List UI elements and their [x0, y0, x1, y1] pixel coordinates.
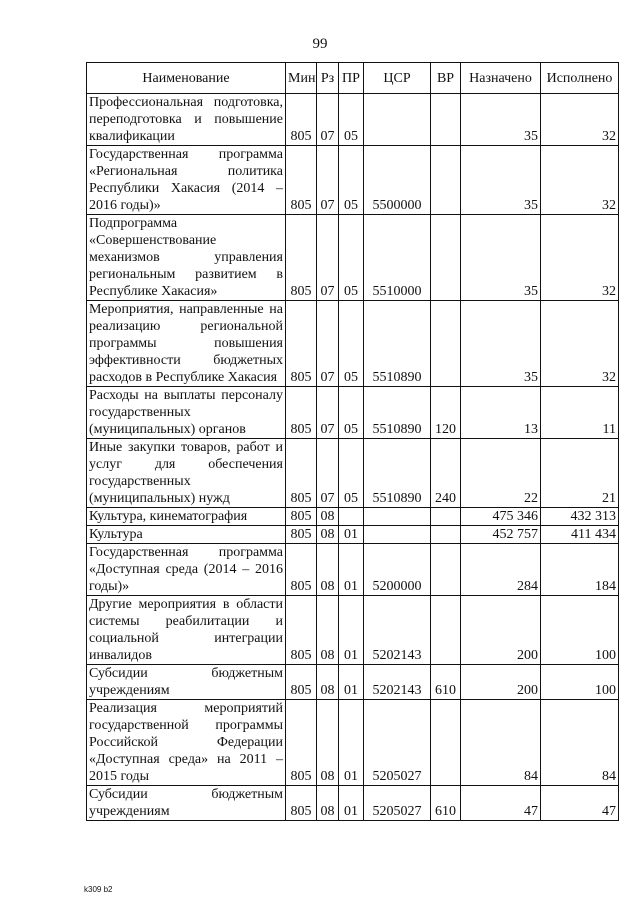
cell-min: 805 [286, 215, 317, 301]
cell-min: 805 [286, 146, 317, 215]
cell-pr: 05 [339, 439, 364, 508]
cell-name: Культура, кинематография [87, 508, 286, 526]
cell-name: Мероприятия, направленные на реализацию региональной программы повышения эффективности бюджетных расходов в Республике Хакасия [87, 301, 286, 387]
cell-assigned: 475 346 [461, 508, 541, 526]
header-min: Мин [286, 63, 317, 94]
header-executed: Исполнено [541, 63, 619, 94]
cell-rz: 08 [317, 786, 339, 821]
table-row [87, 94, 619, 146]
cell-csr [364, 508, 431, 526]
cell-csr [364, 526, 431, 544]
cell-name: Реализация мероприятий государственной программы Российской Федерации «Доступная среда» на 2011 – 2015 годы [87, 700, 286, 786]
cell-assigned: 200 [461, 596, 541, 665]
table-row [87, 439, 619, 508]
cell-csr: 5510890 [364, 439, 431, 508]
cell-executed: 184 [541, 544, 619, 596]
cell-pr: 01 [339, 596, 364, 665]
cell-min: 805 [286, 544, 317, 596]
cell-pr [339, 508, 364, 526]
cell-pr: 05 [339, 387, 364, 439]
cell-min: 805 [286, 526, 317, 544]
cell-csr: 5205027 [364, 700, 431, 786]
cell-executed: 32 [541, 215, 619, 301]
table-body [87, 94, 619, 821]
cell-vr: 240 [431, 439, 461, 508]
cell-rz: 08 [317, 700, 339, 786]
cell-vr: 610 [431, 786, 461, 821]
cell-assigned: 200 [461, 665, 541, 700]
cell-pr: 01 [339, 700, 364, 786]
cell-rz: 07 [317, 215, 339, 301]
table-row [87, 786, 619, 821]
table-row [87, 146, 619, 215]
cell-vr [431, 596, 461, 665]
cell-csr: 5510890 [364, 387, 431, 439]
cell-rz: 08 [317, 526, 339, 544]
cell-csr: 5200000 [364, 544, 431, 596]
cell-min: 805 [286, 786, 317, 821]
cell-csr [364, 94, 431, 146]
cell-assigned: 84 [461, 700, 541, 786]
cell-assigned: 35 [461, 215, 541, 301]
header-rz: Рз [317, 63, 339, 94]
cell-executed: 432 313 [541, 508, 619, 526]
cell-executed: 47 [541, 786, 619, 821]
table-row [87, 526, 619, 544]
cell-assigned: 22 [461, 439, 541, 508]
cell-vr: 610 [431, 665, 461, 700]
cell-rz: 08 [317, 544, 339, 596]
cell-vr [431, 94, 461, 146]
cell-assigned: 35 [461, 94, 541, 146]
cell-pr: 05 [339, 146, 364, 215]
cell-vr [431, 544, 461, 596]
cell-csr: 5510000 [364, 215, 431, 301]
cell-vr [431, 146, 461, 215]
cell-name: Подпрограмма «Совершенствование механизмов управления региональным развитием в Республике Хакасия» [87, 215, 286, 301]
cell-name: Государственная программа «Доступная среда (2014 – 2016 годы)» [87, 544, 286, 596]
cell-vr [431, 526, 461, 544]
cell-assigned: 47 [461, 786, 541, 821]
cell-pr: 01 [339, 786, 364, 821]
table-row [87, 544, 619, 596]
cell-csr: 5202143 [364, 596, 431, 665]
cell-pr: 01 [339, 544, 364, 596]
cell-executed: 100 [541, 665, 619, 700]
cell-pr: 05 [339, 301, 364, 387]
cell-rz: 08 [317, 508, 339, 526]
cell-csr: 5202143 [364, 665, 431, 700]
cell-csr: 5205027 [364, 786, 431, 821]
cell-vr [431, 215, 461, 301]
cell-name: Другие мероприятия в области системы реабилитации и социальной интеграции инвалидов [87, 596, 286, 665]
cell-vr [431, 301, 461, 387]
cell-executed: 32 [541, 94, 619, 146]
footer-code: k309 b2 [84, 885, 113, 894]
cell-min: 805 [286, 665, 317, 700]
cell-rz: 07 [317, 301, 339, 387]
table-row [87, 700, 619, 786]
header-vr: ВР [431, 63, 461, 94]
cell-pr: 05 [339, 94, 364, 146]
table-row [87, 215, 619, 301]
cell-rz: 07 [317, 94, 339, 146]
cell-pr: 05 [339, 215, 364, 301]
header-csr: ЦСР [364, 63, 431, 94]
table-row [87, 508, 619, 526]
cell-vr [431, 508, 461, 526]
cell-pr: 01 [339, 665, 364, 700]
cell-min: 805 [286, 596, 317, 665]
cell-executed: 32 [541, 146, 619, 215]
cell-executed: 411 434 [541, 526, 619, 544]
cell-assigned: 35 [461, 301, 541, 387]
cell-assigned: 35 [461, 146, 541, 215]
table-row [87, 387, 619, 439]
cell-min: 805 [286, 301, 317, 387]
cell-pr: 01 [339, 526, 364, 544]
cell-assigned: 13 [461, 387, 541, 439]
cell-name: Государственная программа «Региональная политика Республики Хакасия (2014 – 2016 годы)» [87, 146, 286, 215]
budget-table [86, 62, 619, 821]
table-header-row [87, 63, 619, 94]
cell-vr [431, 700, 461, 786]
cell-min: 805 [286, 439, 317, 508]
cell-assigned: 452 757 [461, 526, 541, 544]
cell-name: Субсидии бюджетным учреждениям [87, 786, 286, 821]
page-number: 99 [312, 36, 328, 52]
cell-executed: 100 [541, 596, 619, 665]
cell-name: Иные закупки товаров, работ и услуг для обеспечения государственных (муниципальных) нужд [87, 439, 286, 508]
table-row [87, 301, 619, 387]
cell-assigned: 284 [461, 544, 541, 596]
cell-executed: 84 [541, 700, 619, 786]
header-name: Наименование [87, 63, 286, 94]
cell-executed: 21 [541, 439, 619, 508]
cell-rz: 08 [317, 665, 339, 700]
cell-name: Расходы на выплаты персоналу государственных (муниципальных) органов [87, 387, 286, 439]
cell-vr: 120 [431, 387, 461, 439]
cell-rz: 08 [317, 596, 339, 665]
header-pr: ПР [339, 63, 364, 94]
cell-executed: 32 [541, 301, 619, 387]
table-row [87, 665, 619, 700]
cell-csr: 5500000 [364, 146, 431, 215]
cell-rz: 07 [317, 387, 339, 439]
table-row [87, 596, 619, 665]
cell-rz: 07 [317, 146, 339, 215]
cell-min: 805 [286, 700, 317, 786]
cell-min: 805 [286, 94, 317, 146]
cell-csr: 5510890 [364, 301, 431, 387]
cell-min: 805 [286, 387, 317, 439]
cell-name: Профессиональная подготовка, переподготовка и повышение квалификации [87, 94, 286, 146]
cell-rz: 07 [317, 439, 339, 508]
header-assigned: Назначено [461, 63, 541, 94]
cell-executed: 11 [541, 387, 619, 439]
cell-min: 805 [286, 508, 317, 526]
cell-name: Субсидии бюджетным учреждениям [87, 665, 286, 700]
cell-name: Культура [87, 526, 286, 544]
